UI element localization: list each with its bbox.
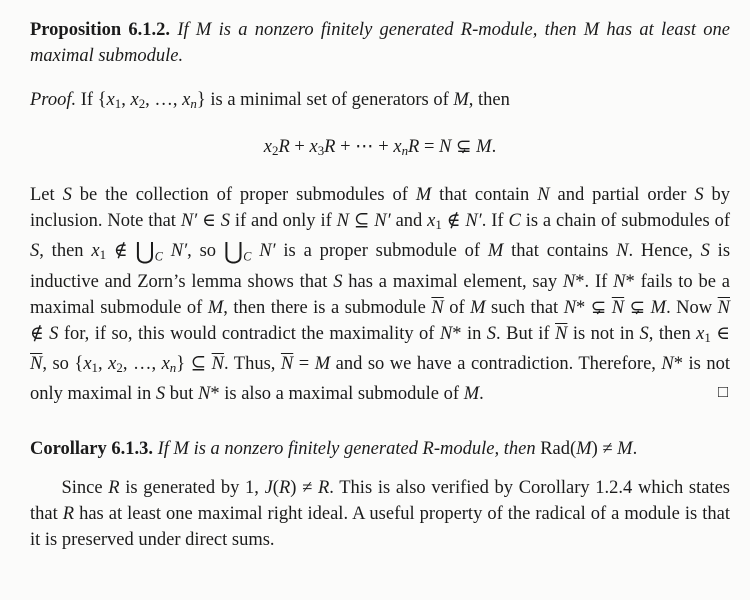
text-run: is a chain of submodules of (520, 210, 730, 231)
text-run: $\overline{N}$ (717, 298, 730, 319)
text-run: x (182, 90, 191, 110)
text-run: x (309, 136, 318, 157)
text-run: , then (468, 90, 510, 110)
text-run: x (263, 136, 273, 157)
closing-paragraph (30, 475, 730, 553)
text-run: , …, (145, 90, 183, 110)
text-run: . Hence, (628, 240, 701, 261)
text-run: M (415, 184, 432, 205)
text-run: has at least one maximal right ideal. A useful property of the radical of a module is that it is preserved under direct sums. (30, 503, 730, 550)
text-run: N (616, 240, 629, 261)
text-run: is not in (567, 324, 640, 345)
text-run: is inductive and Zorn’s lemma shows that (30, 240, 731, 293)
text-run: R (324, 136, 336, 157)
text-run: N (562, 272, 576, 293)
text-run: 2 (138, 95, 146, 111)
text-run: S (220, 210, 230, 231)
text-run: * ⊊ (576, 298, 612, 319)
text-run: , then (39, 240, 92, 261)
text-run: N (439, 324, 453, 345)
text-run: M (314, 354, 331, 374)
text-run: is generated by 1, (119, 477, 265, 498)
text-run: Since (61, 477, 109, 498)
document-content (30, 17, 730, 553)
text-run: n (401, 142, 409, 158)
text-run: x (130, 90, 139, 110)
text-run: ⊆ (348, 210, 375, 231)
text-run: = (293, 354, 315, 374)
text-run: 1 (114, 95, 122, 111)
text-run: S (700, 240, 710, 261)
text-run: of (443, 298, 471, 319)
text-run: . (632, 438, 638, 459)
text-run: M (470, 298, 486, 319)
text-run: Corollary 6.1.3. (30, 438, 153, 459)
proof-opening (30, 87, 730, 117)
text-run: x (696, 324, 705, 345)
text-run: , (121, 90, 131, 110)
text-run: R (408, 136, 420, 157)
text-run: ⋃ (135, 238, 155, 265)
text-run: N′ (374, 210, 391, 231)
text-run: x (108, 354, 117, 374)
text-run: M (453, 90, 469, 110)
text-run: $\overline{N}$ (555, 324, 568, 345)
text-run: N′ (170, 240, 188, 261)
text-run: , (98, 354, 109, 374)
text-run: S (486, 324, 497, 345)
text-run: , then (648, 324, 697, 345)
text-run: 1 (99, 246, 107, 262)
text-run: . Now (666, 298, 718, 319)
text-run: If { (76, 90, 107, 110)
text-run: R (108, 477, 120, 498)
text-run: x (91, 240, 100, 261)
text-run: 1 (91, 359, 98, 375)
text-run: be the collection of proper submodules of (71, 184, 416, 205)
text-run: $\overline{N}$ (431, 298, 444, 319)
text-run: N (661, 354, 674, 374)
text-run: for, if so, this would contradict the maximality of (58, 324, 440, 345)
text-run: , …, (122, 354, 162, 374)
text-run: C (508, 210, 521, 231)
text-run: such that (485, 298, 564, 319)
text-run: N′ (465, 210, 482, 231)
text-run: M (487, 240, 504, 261)
text-run: 3 (317, 142, 325, 158)
text-run: J (264, 477, 273, 498)
text-run: x (161, 354, 170, 374)
text-run: and so we have a contradiction. Therefore, (330, 354, 662, 374)
text-run: has a maximal element, say (342, 272, 563, 293)
text-run: n (169, 359, 177, 375)
text-run: If M is a nonzero finitely generated R-module, then M has at least one maximal submodule. (30, 20, 730, 66)
text-run: . If (481, 210, 509, 231)
qed-square: □ (717, 381, 728, 401)
text-run: M (617, 438, 633, 459)
text-run: * fails to be a maximal submodule of (30, 272, 730, 319)
text-run: ∉ (106, 240, 136, 261)
proposition-heading (30, 17, 730, 69)
text-run: n (190, 95, 197, 111)
text-run: . But if (496, 324, 556, 345)
display-equation (30, 134, 730, 164)
text-run: R (317, 477, 330, 498)
text-run: M (476, 136, 492, 157)
proof-body (30, 182, 730, 407)
text-run: 1 (704, 330, 711, 345)
text-run: N (613, 272, 626, 293)
text-run: N (563, 298, 577, 319)
text-run: but (165, 383, 199, 404)
text-run: S (155, 383, 166, 404)
text-run: N (537, 184, 550, 205)
text-run: Rad( (540, 438, 577, 459)
text-run: x (83, 354, 92, 374)
text-run: + (289, 136, 310, 157)
text-run: by inclusion. Note that (30, 184, 731, 231)
text-run: ∉ (30, 324, 50, 345)
text-run: ⊊ (624, 298, 651, 319)
text-run: $\overline{N}$ (280, 354, 294, 374)
text-run: M (650, 298, 667, 319)
text-run: R (62, 503, 75, 524)
text-run: . Thus, (223, 354, 281, 374)
text-run: . (479, 383, 484, 404)
text-run: S (333, 272, 343, 293)
text-run: if and only if (229, 210, 337, 231)
text-run: If M is a nonzero finitely generated R-module, then (152, 438, 541, 459)
text-run: . (491, 136, 497, 157)
text-run: ) ≠ (290, 477, 318, 498)
text-run: ) ≠ (591, 438, 618, 459)
text-run: Let (30, 184, 63, 205)
text-run: C (243, 249, 252, 264)
text-run: R (278, 136, 290, 157)
text-run (163, 241, 171, 261)
text-run: , so (187, 240, 224, 261)
text-run: } is a minimal set of generators of (196, 90, 454, 110)
text-run: S (639, 324, 649, 345)
corollary-heading (30, 436, 730, 462)
text-run: } ⊆ (176, 354, 212, 374)
text-run: ∉ (441, 210, 466, 231)
text-run: ⋃ (223, 238, 244, 265)
text-run: N (336, 210, 349, 231)
text-run: *. If (575, 272, 614, 293)
text-run: . This is also verified by Corollary 1.2.4 which states that (30, 477, 730, 524)
text-run: x (106, 90, 115, 110)
text-run: + ⋯ + (335, 136, 394, 157)
text-run: N′ (180, 210, 198, 231)
text-run: 2 (272, 142, 279, 158)
text-run: Proposition 6.1.2. (30, 20, 171, 40)
text-run: Proof. (30, 90, 77, 110)
text-run: N (198, 383, 211, 404)
text-run: N′ (259, 240, 276, 261)
text-run: * is not only maximal in (30, 354, 730, 404)
text-run: ∈ (710, 324, 730, 345)
text-run: M (463, 383, 480, 404)
text-run: is a proper submodule of (275, 240, 488, 261)
text-run: ( (272, 477, 279, 498)
text-run: 2 (116, 359, 123, 375)
text-run: C (154, 249, 163, 264)
text-run: $\overline{N}$ (211, 354, 224, 374)
text-run: x (393, 136, 402, 157)
text-run: S (694, 184, 704, 205)
text-run: ∈ (197, 210, 221, 231)
text-run: , so { (42, 354, 84, 374)
text-run: S (30, 240, 40, 261)
text-run: and (390, 210, 428, 231)
text-run: S (49, 324, 59, 345)
text-run: that contains (503, 240, 617, 261)
text-run: ⊊ (451, 136, 477, 157)
text-run: S (62, 184, 72, 205)
text-run: M (576, 438, 592, 459)
text-run: * in (452, 324, 487, 345)
text-run: N (439, 136, 452, 157)
text-run: M (207, 298, 224, 319)
text-run: 1 (435, 216, 442, 232)
text-run: = (419, 136, 440, 157)
text-run: x (427, 210, 436, 231)
text-run: and partial order (549, 184, 695, 205)
text-run: * is also a maximal submodule of (210, 383, 464, 404)
text-run: $\overline{N}$ (611, 298, 625, 319)
text-run: $\overline{N}$ (30, 354, 43, 374)
text-run: , then there is a submodule (223, 298, 432, 319)
text-run: that contain (431, 184, 538, 205)
text-run: R (278, 477, 291, 498)
